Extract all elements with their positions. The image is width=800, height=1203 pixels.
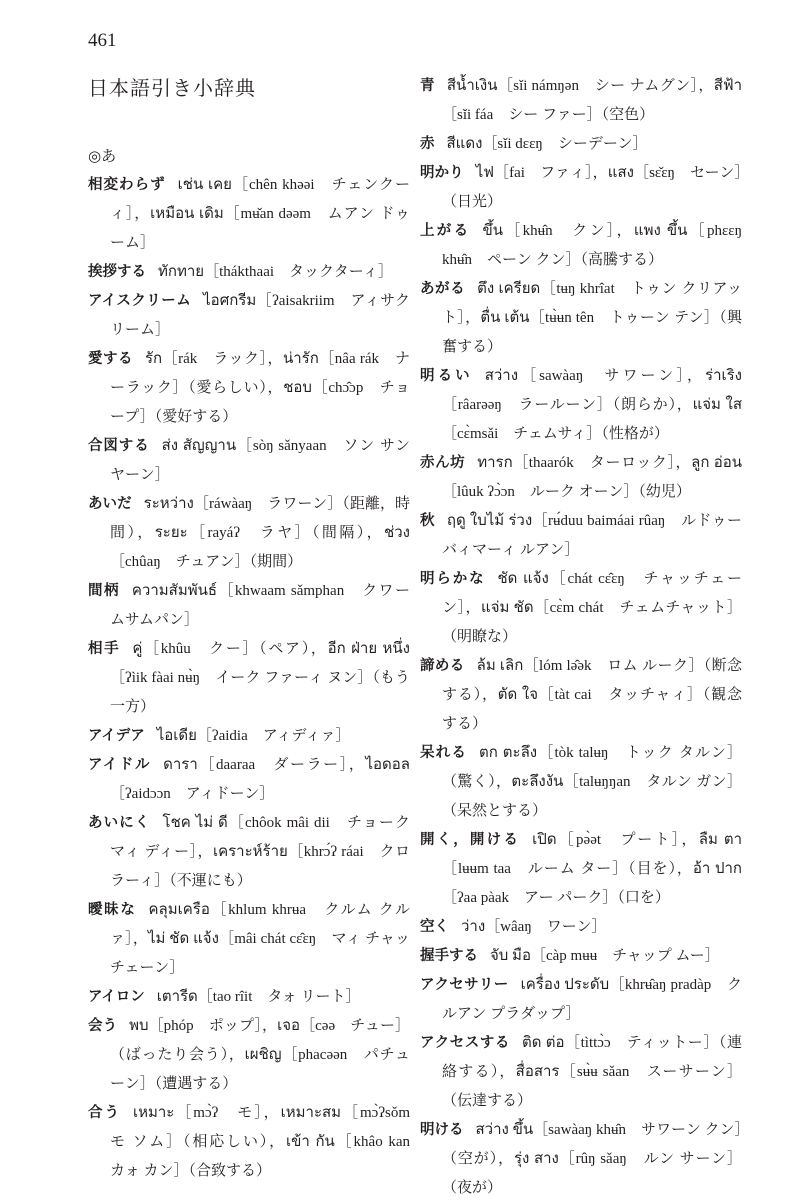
entry-definition: ขึ้น［khʉ̂n クン］，แพง ขึ้น［phɛɛŋ khʉ̂n ペーン クン］（高騰する） bbox=[442, 223, 743, 268]
dictionary-entry bbox=[88, 751, 410, 809]
entry-headword: あいにく bbox=[88, 815, 151, 831]
entry-list bbox=[88, 171, 426, 1186]
entry-headword: 明ける bbox=[420, 1122, 464, 1138]
dictionary-entry bbox=[420, 1116, 742, 1203]
dictionary-entry bbox=[88, 1099, 426, 1186]
entry-headword: 相手 bbox=[88, 641, 121, 657]
entry-headword: 間柄 bbox=[88, 583, 120, 599]
entry-definition: เปิด［pə̀ət プート］，ลืม ตา［lʉʉm taa ルーム ター］（目を），อ้า ปาก［ʔaa pàak アー パーク］（口を） bbox=[442, 832, 743, 906]
entry-definition: ว่าง［wâaŋ ワーン］ bbox=[461, 919, 607, 935]
entry-headword: 赤ん坊 bbox=[420, 455, 466, 471]
dictionary-entry bbox=[420, 826, 742, 913]
entry-headword: アクセスする bbox=[420, 1035, 510, 1051]
dictionary-entry bbox=[420, 275, 742, 362]
entry-headword: 合う bbox=[88, 1105, 121, 1121]
entry-definition: เช่น เคย［chên khəəi チェンクーィ］，เหมือน เดิม［mʉ̌an dəəm ムアン ドゥーム］ bbox=[110, 177, 411, 251]
entry-definition: ส่ง สัญญาน［sòŋ sǎnyaan ソン サンヤーン］ bbox=[110, 438, 410, 483]
entry-definition: ชัด แจ้ง［chát cɛ̂ɛŋ チャッチェーン］，แจ่ม ชัด［cɛ̀m chát チェムチャット］（明瞭な） bbox=[442, 571, 743, 645]
entry-definition: ฤดู ใบไม้ ร่วง［rʉ́duu baimáai rûaŋ ルドゥー バィマーィ ルアン］ bbox=[442, 513, 743, 558]
entry-headword: 呆れる bbox=[420, 745, 468, 761]
entry-headword: 明かり bbox=[420, 165, 464, 181]
entry-headword: 相変わらず bbox=[88, 177, 166, 193]
dictionary-entry bbox=[420, 217, 742, 275]
entry-headword: 合図する bbox=[88, 438, 150, 454]
entry-definition: ตก ตะลึง［tòk talʉŋ トック タルン］（驚く），ตะลึงงัน［talʉŋŋan タルン ガン］（呆然とする） bbox=[442, 745, 743, 819]
dictionary-entry bbox=[88, 809, 410, 896]
entry-headword: アイロン bbox=[88, 989, 145, 1005]
dictionary-entry bbox=[88, 345, 410, 432]
entry-definition: โชค ไม่ ดี［chôok mâi dii チョーク マィ ディー］，เคราะห์ร้าย［khrɔ́ʔ ráai クロ ラーィ］（不運にも） bbox=[110, 815, 411, 889]
entry-headword: アクセサリー bbox=[420, 977, 509, 993]
dictionary-entry bbox=[420, 130, 742, 159]
entry-definition: สีน้ำเงิน［sǐi námŋən シー ナムグン］，สีฟ้า［sǐi fáa シー ファー］（空色） bbox=[442, 78, 743, 123]
entry-definition: เหมาะ［mɔ̀ʔ モ］，เหมาะสม［mɔ̀ʔsǒm モ ソム］（相応しい），เข้า กัน［khâo kan カォ カン］（合致する） bbox=[110, 1105, 426, 1179]
entry-headword: アイデア bbox=[88, 728, 145, 744]
dictionary-entry bbox=[88, 432, 410, 490]
dictionary-entry bbox=[88, 983, 410, 1012]
page-title: 日本語引き小辞典 bbox=[88, 76, 256, 100]
dictionary-entry bbox=[88, 171, 410, 258]
entry-definition: คลุมเครือ［khlum khrʉa クルム クルァ］，ไม่ ชัด แจ้ง［mâi chát cɛ̂ɛŋ マィ チャッチェーン］ bbox=[110, 902, 410, 976]
dictionary-entry bbox=[420, 362, 742, 449]
right-column bbox=[420, 72, 742, 1203]
entry-headword: 開く，開ける bbox=[420, 832, 521, 848]
entry-headword: アイスクリーム bbox=[88, 293, 192, 309]
dictionary-entry bbox=[88, 1012, 410, 1099]
entry-headword: あいだ bbox=[88, 496, 132, 512]
entry-headword: 秋 bbox=[420, 513, 435, 529]
entry-headword: 握手する bbox=[420, 948, 478, 964]
entry-definition: พบ［phóp ポップ］，เจอ［cəə チュー］（ばったり会う），เผชิญ［phacəən パチューン］（遭遇する） bbox=[110, 1018, 411, 1092]
dictionary-entry bbox=[420, 1029, 742, 1116]
entry-definition: ไอเดีย［ʔaidia アィディァ］ bbox=[156, 728, 351, 744]
entry-definition: สว่าง［sawàaŋ サワーン］，ร่าเริง［râarəəŋ ラールーン］（朗らか），แจ่ม ใส［cɛ̀msǎi チェムサィ］（性格が） bbox=[442, 368, 743, 442]
entry-headword: アイドル bbox=[88, 757, 152, 773]
entry-definition: ความสัมพันธ์［khwaam sǎmphan クワームサムパン］ bbox=[110, 583, 410, 628]
dictionary-entry bbox=[420, 942, 742, 971]
dictionary-entry bbox=[420, 565, 742, 652]
page-number: 461 bbox=[88, 30, 117, 51]
entry-definition: จับ มือ［càp mʉʉ チャップ ムー］ bbox=[490, 948, 720, 964]
entry-definition: เตารีด［tao rîit タォ リート］ bbox=[156, 989, 361, 1005]
entry-definition: คู่［khûu クー］（ペア），อีก ฝ่าย หนึ่ง［ʔìik fàai nʉ̀ŋ イーク ファーィ ヌン］（もう一方） bbox=[110, 641, 411, 715]
entry-headword: 明らかな bbox=[420, 571, 486, 587]
entry-headword: 空く bbox=[420, 919, 449, 935]
dictionary-entry bbox=[88, 896, 410, 983]
entry-headword: 挨拶する bbox=[88, 264, 146, 280]
entry-headword: 明るい bbox=[420, 368, 473, 384]
dictionary-entry bbox=[420, 159, 742, 217]
section-heading: ◎あ bbox=[88, 147, 117, 165]
entry-definition: ตึง เครียด［tʉŋ khrîat トゥン クリアット］，ตื่น เต้น［tʉ̀ʉn tên トゥーン テン］（興奮する） bbox=[442, 281, 743, 355]
entry-definition: ล้ม เลิก［lóm lə̂ək ロム ルーク］（断念する），ตัด ใจ［tàt cai タッチャィ］（観念する） bbox=[442, 658, 742, 732]
entry-definition: เครื่อง ประดับ［khrʉ̂aŋ pradàp クルアン プラダップ］ bbox=[442, 977, 742, 1022]
dictionary-entry bbox=[88, 287, 410, 345]
dictionary-entry bbox=[88, 258, 410, 287]
dictionary-entry bbox=[420, 971, 742, 1029]
entry-definition: รัก［rák ラック］，น่ารัก［nâa rák ナーラック］（愛らしい），ชอบ［chɔ̂ɔp チョープ］（愛好する） bbox=[110, 351, 411, 425]
entry-headword: 上がる bbox=[420, 223, 471, 239]
entry-definition: ทารก［thaarók ターロック］，ลูก อ่อน［lûuk ʔɔ̀ɔn ルーク オーン］（幼児） bbox=[442, 455, 742, 500]
entry-headword: 愛する bbox=[88, 351, 133, 367]
entry-headword: あがる bbox=[420, 281, 466, 297]
entry-headword: 諦める bbox=[420, 658, 465, 674]
dictionary-entry bbox=[420, 739, 742, 826]
entry-definition: ไฟ［fai ファィ］，แสง［sɛ̌ɛŋ セーン］（日光） bbox=[442, 165, 743, 210]
dictionary-entry bbox=[420, 913, 742, 942]
entry-list bbox=[420, 72, 742, 1203]
entry-definition: ดารา［daaraa ダーラー］，ไอดอล［ʔaidɔɔn アィドーン］ bbox=[110, 757, 410, 802]
dictionary-entry bbox=[88, 635, 410, 722]
dictionary-entry bbox=[88, 722, 410, 751]
dictionary-entry bbox=[420, 652, 742, 739]
entry-headword: 曖昧な bbox=[88, 902, 137, 918]
entry-headword: 青 bbox=[420, 78, 435, 94]
left-column bbox=[88, 142, 426, 1186]
entry-definition: สว่าง ขึ้น［sawàaŋ khʉ̂n サワーン クン］（空が），รุ่ง สาง［rûŋ sǎaŋ ルン サーン］（夜が） bbox=[442, 1122, 742, 1196]
entry-definition: สีแดง［sǐi dɛɛŋ シーデーン］ bbox=[446, 136, 648, 152]
entry-definition: ทักทาย［thákthaai タックターィ］ bbox=[158, 264, 393, 280]
dictionary-entry bbox=[88, 490, 410, 577]
entry-headword: 会う bbox=[88, 1018, 118, 1034]
dictionary-entry bbox=[88, 577, 410, 635]
entry-definition: ระหว่าง［ráwàaŋ ラワーン］（距離，時間），ระยะ［rayáʔ ラヤ］（間隔），ช่วง［chûaŋ チュアン］（期間） bbox=[110, 496, 411, 570]
dictionary-entry bbox=[420, 72, 742, 130]
entry-definition: ติด ต่อ［tìttɔ̀ɔ ティットー］（連絡する），สื่อสาร［sʉ̀ʉ sǎan スーサーン］（伝達する） bbox=[442, 1035, 742, 1109]
dictionary-entry bbox=[420, 449, 742, 507]
entry-definition: ไอศกรีม［ʔaisakriim アィサクリーム］ bbox=[110, 293, 410, 338]
entry-headword: 赤 bbox=[420, 136, 435, 152]
dictionary-entry bbox=[420, 507, 742, 565]
